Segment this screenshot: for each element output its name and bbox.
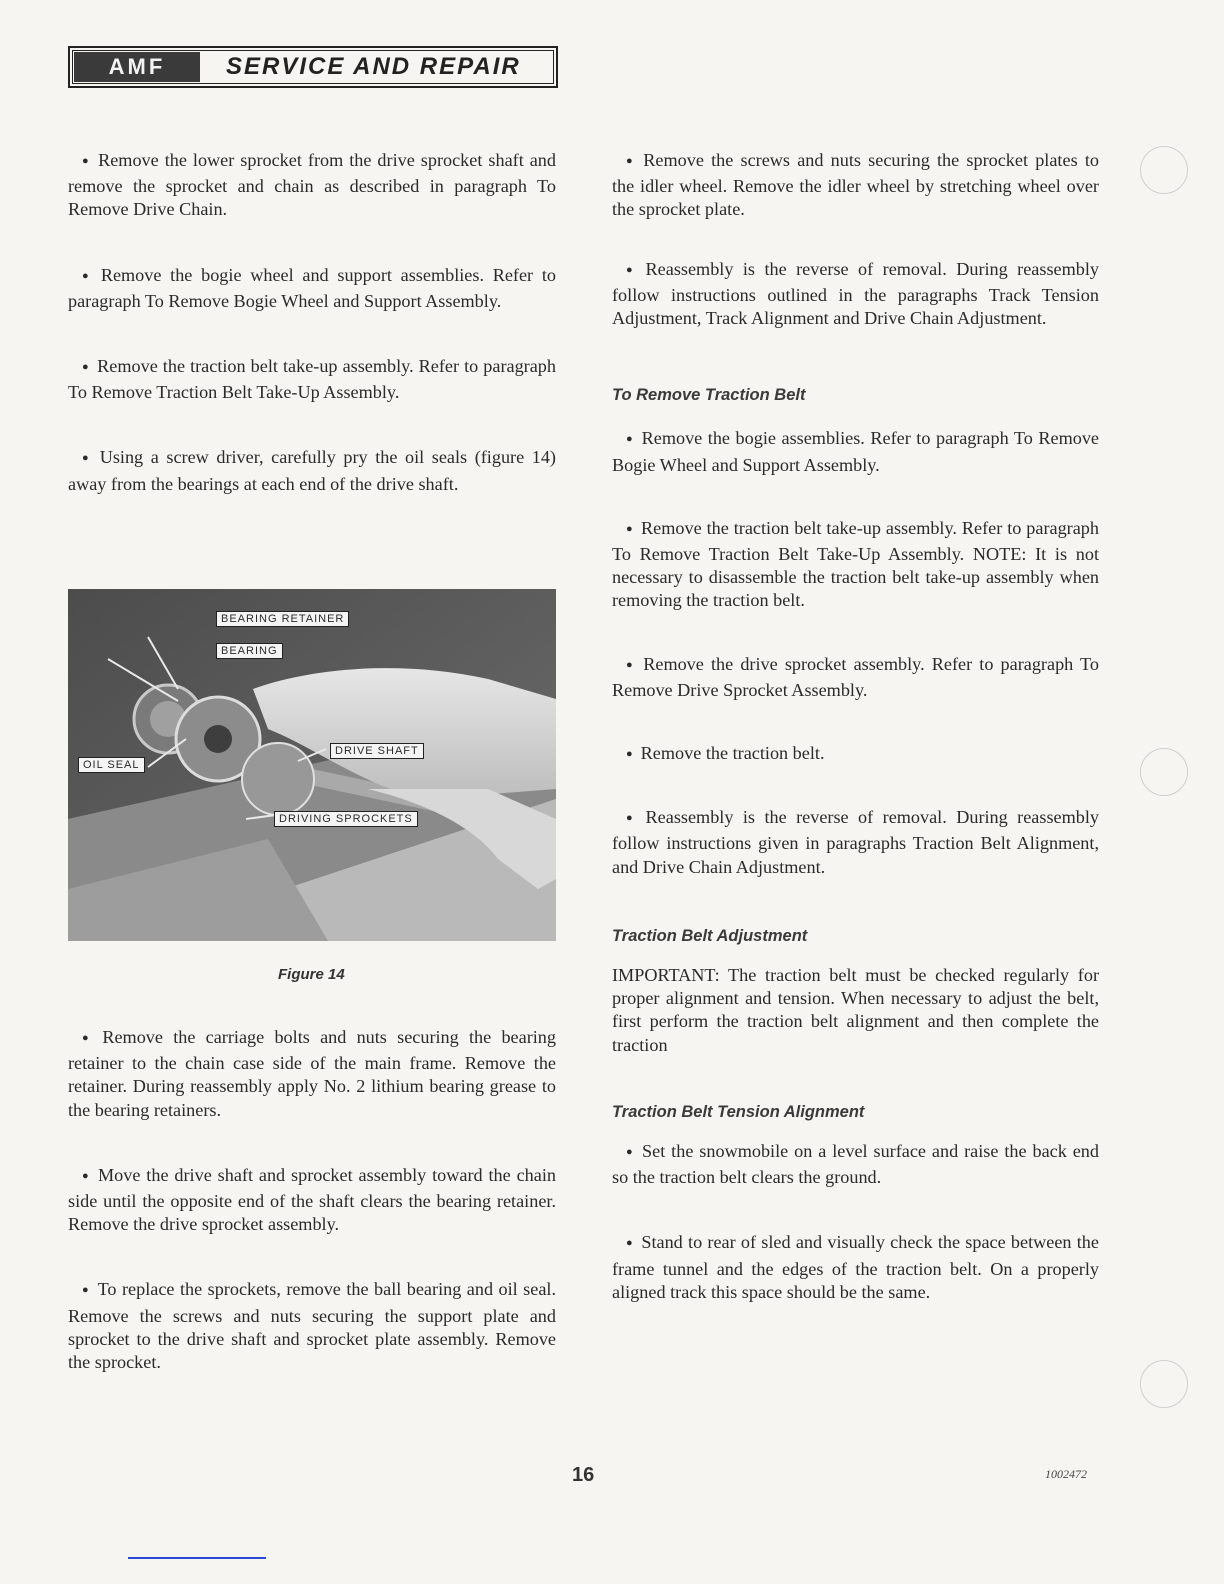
left-paragraph-6: ● Move the drive shaft and sprocket assembly toward the chain side until the opposite end of the shaft clears the bearing retainer. Remove the drive sprocket assembly. — [68, 1164, 556, 1237]
right-paragraph-important: IMPORTANT: The traction belt must be checked regularly for proper alignment and tension. When necessary to adjust the belt, first perform the traction belt alignment and then complete the traction — [612, 965, 1099, 1055]
right-paragraph-1: ● Remove the screws and nuts securing the sprocket plates to the idler wheel. Remove the idler wheel by stretching wheel over the sprocket plate. — [612, 149, 1099, 222]
label-drive-shaft: DRIVE SHAFT — [330, 743, 424, 759]
figure-caption: Figure 14 — [278, 966, 345, 983]
right-paragraph-2: ● Reassembly is the reverse of removal. During reassembly follow instructions outlined in the paragraphs Track Tension Adjustment, Track Alignment and Drive Chain Adjustment. — [612, 258, 1099, 331]
heading-traction-belt-adjustment: Traction Belt Adjustment — [612, 926, 808, 945]
heading-remove-traction-belt: To Remove Traction Belt — [612, 386, 806, 405]
figure-14-photo — [68, 589, 556, 941]
page-number: 16 — [572, 1464, 595, 1486]
left-paragraph-3: ● Remove the traction belt take-up assembly. Refer to paragraph To Remove Traction Belt Take-Up Assembly. — [68, 355, 556, 404]
amf-logo: AMF — [74, 52, 200, 82]
right-column — [612, 149, 1099, 1304]
left-paragraph-1: ● Remove the lower sprocket from the drive sprocket shaft and remove the sprocket and chain as described in paragraph To Remove Drive Chain. — [68, 149, 556, 222]
right-paragraph-9: ● Set the snowmobile on a level surface and raise the back end so the traction belt clears the ground. — [612, 1140, 1099, 1189]
left-column-bottom — [68, 1026, 556, 1374]
blue-underline-mark — [128, 1557, 266, 1559]
right-paragraph-3: ● Remove the bogie assemblies. Refer to paragraph To Remove Bogie Wheel and Support Assembly. — [612, 427, 1099, 476]
page-header — [68, 46, 558, 88]
right-paragraph-10: ● Stand to rear of sled and visually check the space between the frame tunnel and the edges of the traction belt. On a properly aligned track this space should be the same. — [612, 1231, 1099, 1304]
right-paragraph-7: ● Reassembly is the reverse of removal. During reassembly follow instructions given in paragraphs Traction Belt Alignment, and Drive Chain Adjustment. — [612, 806, 1099, 879]
left-paragraph-2: ● Remove the bogie wheel and support assemblies. Refer to paragraph To Remove Bogie Wheel and Support Assembly. — [68, 264, 556, 313]
binder-hole-top — [1140, 146, 1188, 194]
label-bearing: BEARING — [216, 643, 283, 659]
document-number: 1002472 — [1045, 1467, 1087, 1481]
binder-hole-bottom — [1140, 1360, 1188, 1408]
heading-traction-belt-tension-alignment: Traction Belt Tension Alignment — [612, 1102, 865, 1121]
label-bearing-retainer: BEARING RETAINER — [216, 611, 349, 627]
left-paragraph-4: ● Using a screw driver, carefully pry the oil seals (figure 14) away from the bearings at each end of the drive shaft. — [68, 446, 556, 495]
binder-hole-middle — [1140, 748, 1188, 796]
right-paragraph-4: ● Remove the traction belt take-up assembly. Refer to paragraph To Remove Traction Belt Take-Up Assembly. NOTE: It is not necessary to disassemble the traction belt take-up assembly when removing the traction belt. — [612, 517, 1099, 613]
left-paragraph-5: ● Remove the carriage bolts and nuts securing the bearing retainer to the chain case side of the main frame. Remove the retainer. During reassembly apply No. 2 lithium bearing grease to the bearing retainers. — [68, 1026, 556, 1122]
right-paragraph-5: ● Remove the drive sprocket assembly. Refer to paragraph To Remove Drive Sprocket Assembly. — [612, 653, 1099, 702]
right-paragraph-6: ● Remove the traction belt. — [612, 742, 1099, 768]
label-oil-seal: OIL SEAL — [78, 757, 145, 773]
left-column-top — [68, 149, 556, 496]
label-driving-sprockets: DRIVING SPROCKETS — [274, 811, 418, 827]
left-paragraph-7: ● To replace the sprockets, remove the ball bearing and oil seal. Remove the screws and nuts securing the support plate and sprocket to the drive shaft and sprocket plate assembly. Remove the sprocket. — [68, 1278, 556, 1374]
section-title: SERVICE AND REPAIR — [226, 53, 521, 80]
